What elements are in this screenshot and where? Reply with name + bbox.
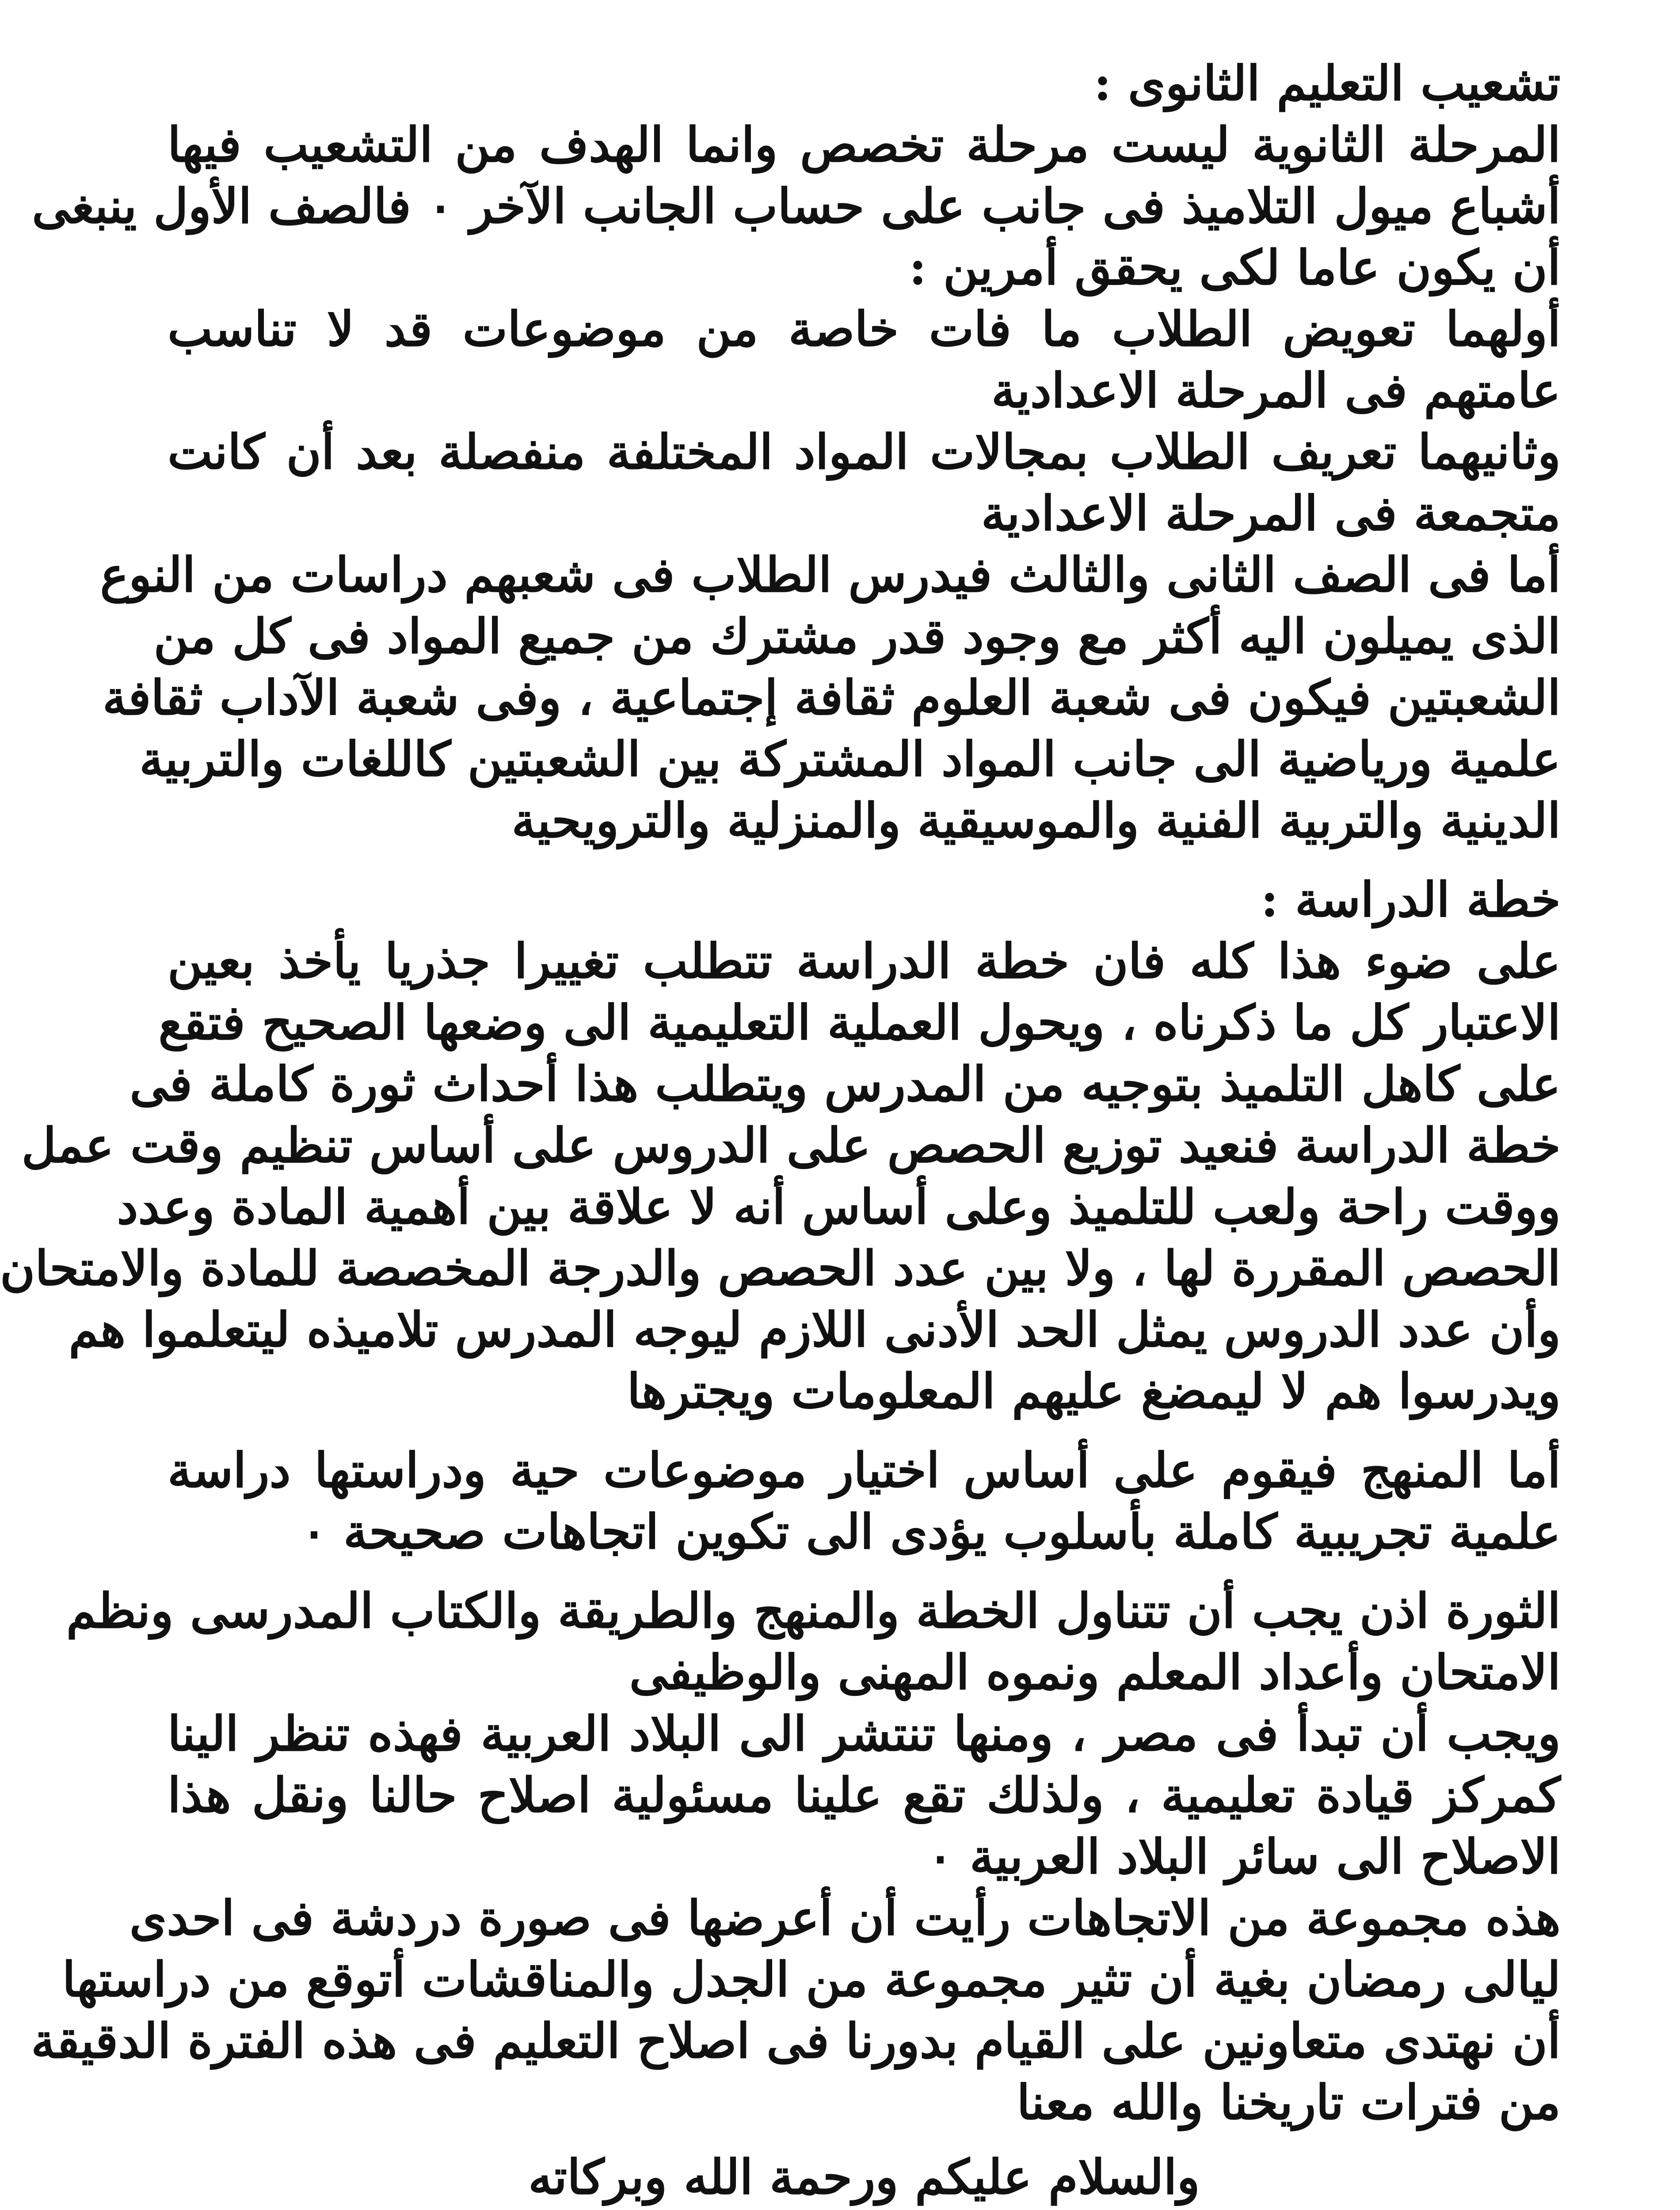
spacer — [168, 1563, 1561, 1581]
text-line: خطة الدراسة فنعيد توزيع الحصص على الدروس على أساس تنظيم وقت عمل — [21, 1118, 1561, 1174]
text-line: الاعتبار كل ما ذكرناه ، ويحول العملية التعليمية الى وضعها الصحيح فتقع — [158, 995, 1561, 1051]
text-line: الحصص المقررة لها ، ولا بين عدد الحصص والدرجة المخصصة للمادة والامتحان — [0, 1241, 1561, 1296]
text-line: أشباع ميول التلاميذ فى جانب على حساب الجانب الآخر ٠ فالصف الأول ينبغى — [32, 179, 1561, 234]
text-line: هذه مجموعة من الاتجاهات رأيت أن أعرضها فى صورة دردشة فى احدى — [129, 1890, 1561, 1946]
text-line: أولهما تعويض الطلاب ما فات خاصة من موضوعات قد لا تناسب — [168, 301, 1561, 357]
text-line: الامتحان وأعداد المعلم ونموه المهنى والوظيفى — [629, 1645, 1561, 1700]
text-line: ووقت راحة ولعب للتلميذ وعلى أساس أنه لا علاقة بين أهمية المادة وعدد — [117, 1179, 1561, 1235]
paragraph-curriculum — [168, 1440, 1561, 1563]
text-line: وثانيهما تعريف الطلاب بمجالات المواد المختلفة منفصلة بعد أن كانت — [168, 424, 1561, 480]
text-line: المرحلة الثانوية ليست مرحلة تخصص وانما الهدف من التشعيب فيها — [168, 117, 1561, 173]
text-line: ويدرسوا هم لا ليمضغ عليهم المعلومات ويجترها — [627, 1364, 1561, 1419]
text-line: وأن عدد الدروس يمثل الحد الأدنى اللازم ليوجه المدرس تلاميذه ليتعلموا هم — [69, 1302, 1561, 1358]
page-content — [0, 53, 1561, 2210]
paragraph-plan — [0, 931, 1561, 1422]
text-line: ليالى رمضان بغية أن تثير مجموعة من الجدل والمناقشات أتوقع من دراستها — [62, 1952, 1561, 2008]
text-line: الثورة اذن يجب أن تتناول الخطة والمنهج والطريقة والكتاب المدرسى ونظم — [66, 1583, 1561, 1639]
text-line: الشعبتين فيكون فى شعبة العلوم ثقافة إجتماعية ، وفى شعبة الآداب ثقافة — [102, 670, 1561, 726]
text-line: الاصلاح الى سائر البلاد العربية ٠ — [927, 1829, 1561, 1885]
paragraph-secondary — [32, 114, 1561, 852]
text-line: علمية تجريبية كاملة بأسلوب يؤدى الى تكوين اتجاهات صحيحة ٠ — [301, 1504, 1561, 1560]
paragraph-egypt — [168, 1703, 1561, 1888]
paragraph-conclusion — [31, 1888, 1561, 2134]
text-line: أما فى الصف الثانى والثالث فيدرس الطلاب فى شعبهم دراسات من النوع — [100, 547, 1561, 603]
text-line: علمية ورياضية الى جانب المواد المشتركة بين الشعبتين كاللغات والتربية — [139, 732, 1561, 787]
closing-salutation: والسلام عليكم ورحمة الله وبركاته — [528, 2149, 1200, 2205]
text-line: متجمعة فى المرحلة الاعدادية — [981, 486, 1561, 541]
spacer — [168, 1422, 1561, 1440]
section-heading-secondary: تشعيب التعليم الثانوى : — [1093, 56, 1561, 111]
text-line: الدينية والتربية الفنية والموسيقية والمنزلية والترويحية — [511, 793, 1561, 849]
text-line: أن نهتدى متعاونين على القيام بدورنا فى اصلاح التعليم فى هذه الفترة الدقيقة — [31, 2013, 1561, 2069]
text-line: أن يكون عاما لكى يحقق أمرين : — [909, 240, 1561, 296]
spacer — [168, 852, 1561, 869]
text-line: عامتهم فى المرحلة الاعدادية — [991, 363, 1561, 419]
text-line: على ضوء هذا كله فان خطة الدراسة تتطلب تغييرا جذريا يأخذ بعين — [168, 934, 1561, 989]
text-line: الذى يميلون اليه أكثر مع وجود قدر مشترك من جميع المواد فى كل من — [153, 609, 1561, 664]
text-line: كمركز قيادة تعليمية ، ولذلك تقع علينا مسئولية اصلاح حالنا ونقل هذا — [168, 1768, 1561, 1823]
paragraph-revolution — [66, 1581, 1561, 1703]
text-line: ويجب أن تبدأ فى مصر ، ومنها تنتشر الى البلاد العربية فهذه تنظر الينا — [168, 1706, 1561, 1762]
section-heading-plan: خطة الدراسة : — [1261, 872, 1561, 928]
text-line: أما المنهج فيقوم على أساس اختيار موضوعات حية ودراستها دراسة — [168, 1443, 1561, 1498]
text-line: من فترات تاريخنا والله معنا — [1017, 2075, 1561, 2130]
text-line: على كاهل التلميذ بتوجيه من المدرس ويتطلب هذا أحداث ثورة كاملة فى — [130, 1056, 1561, 1112]
